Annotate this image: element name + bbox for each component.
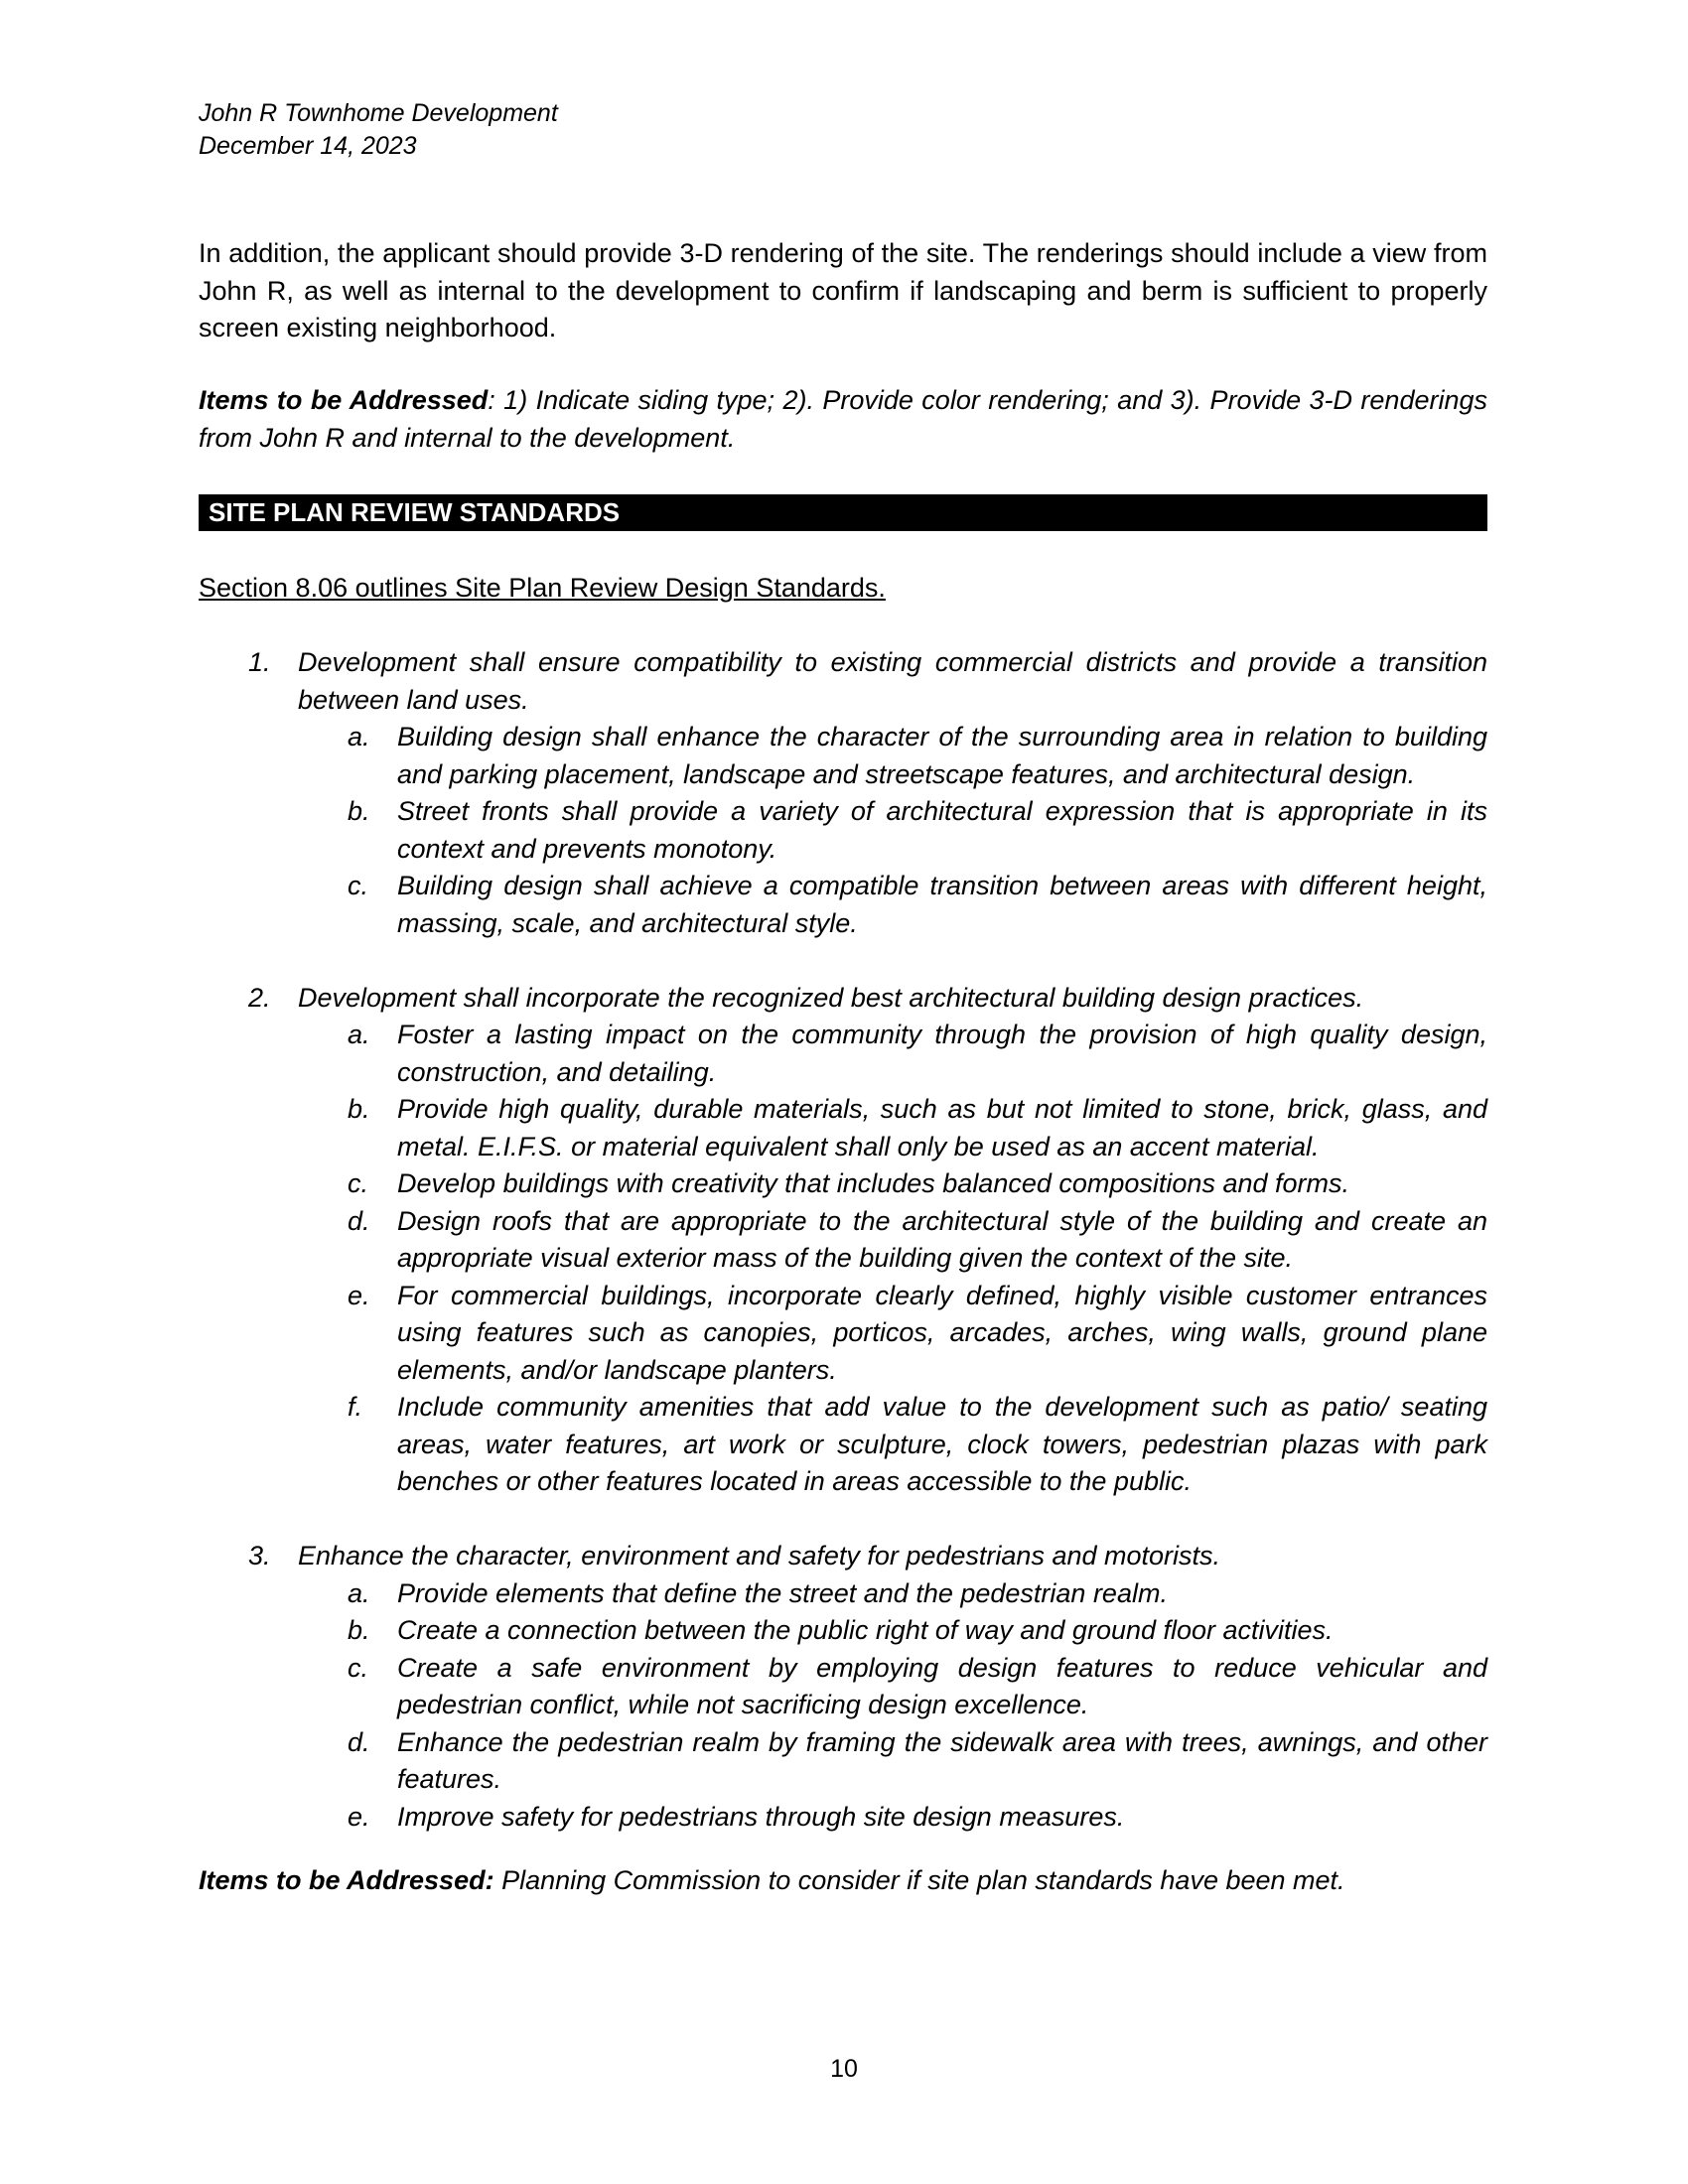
sub-item-letter: c. [348,871,369,900]
sub-item-text: Provide high quality, durable materials, such as but not limited to stone, brick, glass, and metal. E.I.F.S. or material equivalent shall only be used as an accent material. [397,1094,1487,1161]
sub-item-letter: b. [348,1094,370,1124]
sub-item-text: Develop buildings with creativity that includes balanced compositions and forms. [397,1168,1350,1198]
sub-item [199,868,1487,942]
sub-item-text: For commercial buildings, incorporate clearly defined, highly visible customer entrances using features such as canopies, porticos, arcades, arches, wing walls, ground plane elements, and/or landscape planters. [397,1280,1487,1385]
sub-item [199,719,1487,793]
header-project-name: John R Townhome Development [199,99,558,127]
sub-item [199,1575,1487,1613]
sub-item [199,1091,1487,1165]
sub-item [199,1799,1487,1837]
sub-item [199,1724,1487,1799]
intro-paragraph: In addition, the applicant should provide 3-D rendering of the site. The renderings should include a view from John R, as well as internal to the development to confirm if landscaping and berm is sufficient to properly screen existing neighborhood. [199,238,1487,342]
page-number: 10 [830,2055,858,2083]
sub-item [199,1165,1487,1203]
sub-item-text: Foster a lasting impact on the community through the provision of high quality design, construction, and detailing. [397,1020,1487,1087]
sub-item-letter: e. [348,1280,370,1310]
items-to-address-label: Items to be Addressed [199,385,489,415]
sub-item-text: Create a safe environment by employing design features to reduce vehicular and pedestrian conflict, while not sacrificing design excellence. [397,1652,1487,1719]
list-item-text: Enhance the character, environment and safety for pedestrians and motorists. [298,1541,1221,1570]
list-item-text: Development shall incorporate the recognized best architectural building design practices. [298,982,1364,1013]
list-item-number: 3. [248,1541,271,1570]
sub-item-letter: a. [348,722,370,751]
list-item-number: 2. [248,982,271,1013]
header-date: December 14, 2023 [199,132,417,160]
sub-item-text: Provide elements that define the street and the pedestrian realm. [397,1577,1168,1608]
items-to-address-paragraph [199,382,1487,457]
section-reference: Section 8.06 outlines Site Plan Review Design Standards. [199,573,886,603]
sub-item [199,1389,1487,1501]
sub-item-text: Building design shall enhance the character of the surrounding area in relation to building and parking placement, landscape and streetscape features, and architectural design. [397,722,1487,789]
sub-item [199,793,1487,868]
sub-item-text: Include community amenities that add value to the development such as patio/ seating areas, water features, art work or sculpture, clock towers, pedestrian plazas with park benches or other features located in areas accessible to the public. [397,1392,1487,1496]
sub-item [199,1017,1487,1091]
items-to-address-label: Items to be Addressed: [199,1865,494,1895]
sub-item-text: Create a connection between the public right of way and ground floor activities. [397,1615,1334,1645]
sub-item-letter: b. [348,1615,370,1645]
sub-item-letter: f. [348,1392,363,1422]
items-to-address-text: : 1) Indicate siding type; 2). Provide color rendering; and 3). Provide 3-D renderings from John R and internal to the development. [199,385,1487,453]
document-header [199,97,558,163]
sub-item-letter: d. [348,1205,370,1236]
sub-item-letter: a. [348,1020,370,1049]
sub-item-letter: d. [348,1726,370,1757]
sub-item-letter: e. [348,1801,370,1832]
sub-item-letter: c. [348,1652,369,1683]
list-item-number: 1. [248,647,271,677]
sub-item [199,1203,1487,1278]
list-item [199,1538,1487,1575]
sub-item [199,1650,1487,1724]
sub-item-text: Improve safety for pedestrians through site design measures. [397,1801,1125,1832]
list-item [199,980,1487,1018]
sub-item-letter: c. [348,1168,369,1198]
sub-item [199,1612,1487,1650]
sub-item-text: Street fronts shall provide a variety of architectural expression that is appropriate in its context and prevents monotony. [397,796,1487,864]
standards-list [199,644,1487,1836]
sub-item-text: Enhance the pedestrian realm by framing the sidewalk area with trees, awnings, and other features. [397,1726,1487,1794]
sub-item-text: Building design shall achieve a compatible transition between areas with different height, massing, scale, and architectural style. [397,871,1487,938]
section-heading: SITE PLAN REVIEW STANDARDS [199,494,1487,531]
list-item-text: Development shall ensure compatibility to existing commercial districts and provide a transition between land uses. [298,647,1487,715]
sub-item-text: Design roofs that are appropriate to the architectural style of the building and create an appropriate visual exterior mass of the building given the context of the site. [397,1205,1487,1273]
sub-item-letter: b. [348,796,370,826]
items-to-address-final [199,1862,1487,1900]
sub-item-letter: a. [348,1577,370,1608]
items-to-address-text: Planning Commission to consider if site plan standards have been met. [493,1865,1345,1895]
sub-item [199,1278,1487,1390]
list-item [199,644,1487,719]
